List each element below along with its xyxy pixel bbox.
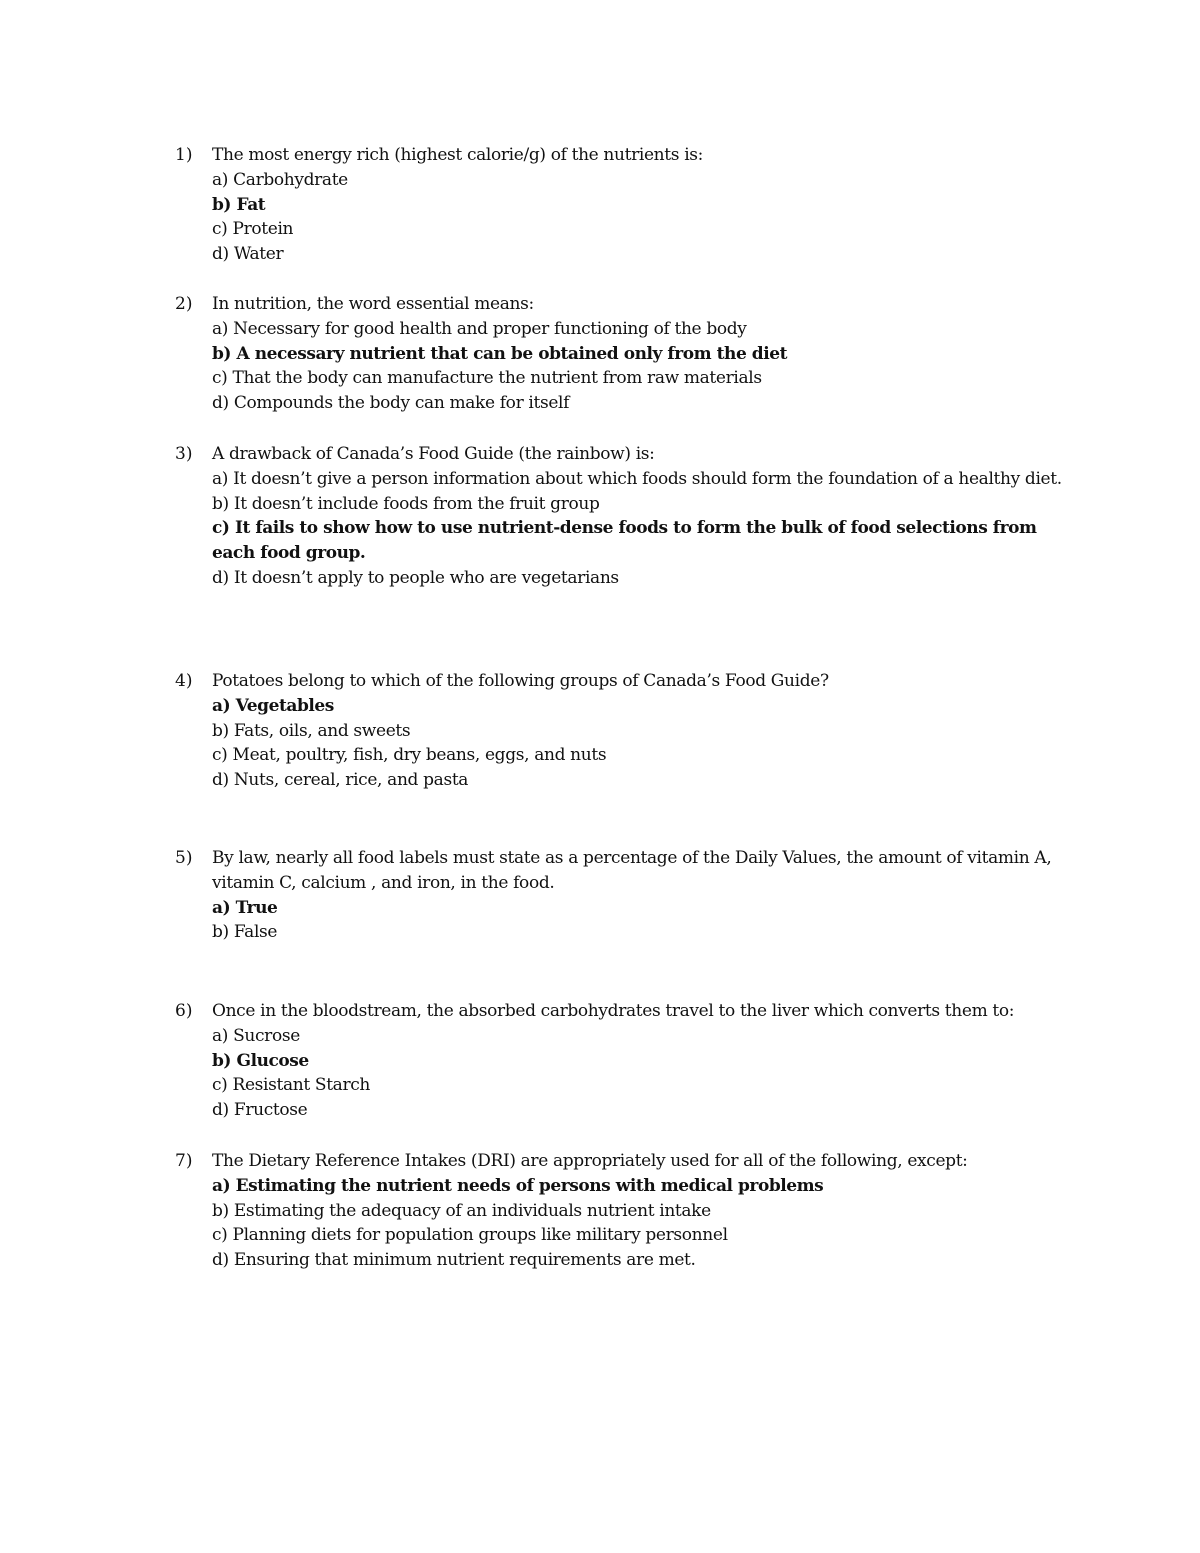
- question-2: [175, 292, 1075, 416]
- question-3: [175, 442, 1075, 591]
- question-5: [175, 846, 1075, 945]
- correct-answer-option: b) Glucose: [212, 1050, 309, 1071]
- question-text: The Dietary Reference Intakes (DRI) are appropriately used for all of the following, except:: [212, 1151, 968, 1171]
- question-1: [175, 143, 1075, 267]
- correct-answer-option: b) A necessary nutrient that can be obtained only from the diet: [212, 343, 788, 364]
- correct-answer-option: a) True: [212, 897, 278, 918]
- answer-option: d) Nuts, cereal, rice, and pasta: [212, 770, 469, 791]
- question-6: [175, 999, 1075, 1123]
- answer-option: c) Resistant Starch: [212, 1075, 371, 1096]
- answer-option: d) Compounds the body can make for itself: [212, 393, 570, 414]
- answer-option: a) Sucrose: [212, 1025, 300, 1046]
- question-text: By law, nearly all food labels must state as a percentage of the Daily Values, the amount of vitamin A, vitamin C, calcium , and iron, in the food.: [212, 848, 1052, 893]
- correct-answer-option: c) It fails to show how to use nutrient-dense foods to form the bulk of food selections from each food group.: [212, 518, 1037, 564]
- answer-option: b) Fats, oils, and sweets: [212, 720, 411, 741]
- answer-option: b) False: [212, 922, 278, 943]
- answer-option: a) Carbohydrate: [212, 169, 348, 190]
- answer-option: d) Water: [212, 244, 284, 265]
- answer-option: d) It doesn’t apply to people who are vegetarians: [212, 567, 619, 588]
- question-text: A drawback of Canada’s Food Guide (the rainbow) is:: [212, 444, 655, 464]
- correct-answer-option: a) Vegetables: [212, 695, 334, 716]
- question-number: 7): [175, 1151, 193, 1171]
- question-number: 5): [175, 848, 193, 868]
- correct-answer-option: a) Estimating the nutrient needs of persons with medical problems: [212, 1175, 824, 1196]
- answer-option: c) That the body can manufacture the nutrient from raw materials: [212, 368, 762, 389]
- question-number: 1): [175, 145, 193, 165]
- answer-option: c) Protein: [212, 219, 294, 240]
- answer-option: c) Planning diets for population groups like military personnel: [212, 1225, 728, 1246]
- question-4: [175, 669, 1075, 793]
- answer-option: c) Meat, poultry, fish, dry beans, eggs, and nuts: [212, 745, 607, 766]
- question-7: [175, 1149, 1075, 1273]
- question-text: Potatoes belong to which of the following groups of Canada’s Food Guide?: [212, 671, 829, 691]
- answer-option: b) It doesn’t include foods from the fruit group: [212, 493, 600, 514]
- answer-option: b) Estimating the adequacy of an individuals nutrient intake: [212, 1200, 711, 1221]
- question-number: 2): [175, 294, 193, 314]
- answer-option: d) Fructose: [212, 1100, 308, 1121]
- question-number: 3): [175, 444, 193, 464]
- question-text: The most energy rich (highest calorie/g) of the nutrients is:: [212, 145, 704, 165]
- answer-option: d) Ensuring that minimum nutrient requirements are met.: [212, 1250, 696, 1271]
- question-number: 6): [175, 1001, 193, 1021]
- question-number: 4): [175, 671, 193, 691]
- answer-option: a) It doesn’t give a person information about which foods should form the foundation of a healthy diet.: [212, 468, 1062, 489]
- answer-option: a) Necessary for good health and proper functioning of the body: [212, 318, 747, 339]
- correct-answer-option: b) Fat: [212, 194, 266, 215]
- question-text: Once in the bloodstream, the absorbed carbohydrates travel to the liver which converts them to:: [212, 1001, 1015, 1021]
- question-text: In nutrition, the word essential means:: [212, 294, 534, 314]
